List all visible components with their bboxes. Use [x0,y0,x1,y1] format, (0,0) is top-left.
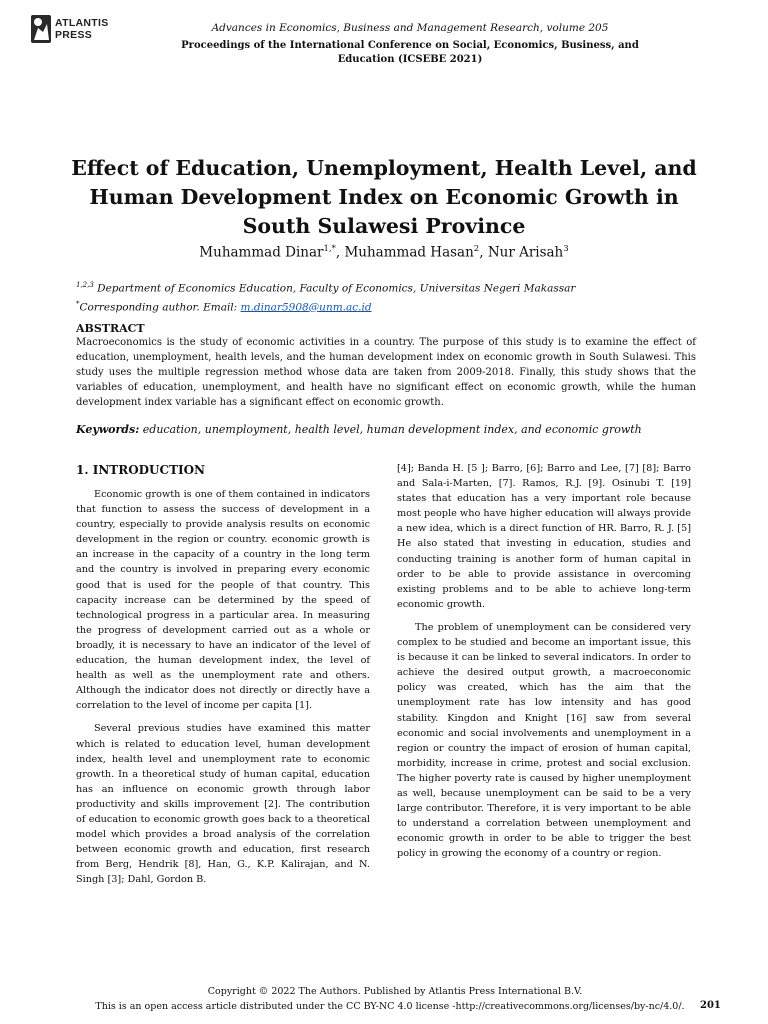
author-2: Muhammad Hasan [344,244,474,261]
corresponding-text: Corresponding author. Email: [79,301,241,313]
affiliation-block [76,278,696,315]
series-title: Advances in Economics, Business and Management Research, volume 205 [211,22,609,34]
affiliation-line [76,278,696,297]
email-link[interactable]: m.dinar5908@unm.ac.id [240,301,372,313]
atlas-figure-icon [30,14,52,44]
title-line1: Effect of Education, Unemployment, Health Level, and [71,156,697,180]
affiliation-sup: 1,2,3 [76,281,94,289]
paragraph: [4]; Banda H. [5 ]; Barro, [6]; Barro and Lee, [7] [8]; Barro and Sala-i-Marten, [7]. Ramos, R.J. [9]. Osinubi T. [19] states that education has a very important role because most people who have higher education will always provide a new idea, which is a direct function of HR. Barro, R. J. [5] He also stated that investing in education, studies and conducting training is another form of human capital in order to be able to provide assistance in overcoming existing problems and to be able to achieve long-term economic growth. [397,463,691,610]
paragraph: Several previous studies have examined this matter which is related to education level, human development index, health level and unemployment rate to economic growth. In a theoretical study of human capital, education has an influence on economic growth through labor productivity and skills improvement [2]. The contribution of education to economic growth goes back to a theoretical model which provides a broad analysis of the correlation between economic growth and education, first research from Berg, Hendrik [8], Han, G., K.P. Kalirajan, and N. Singh [3]; Dahl, Gordon B. [76,723,370,886]
author-1: Muhammad Dinar [199,244,324,261]
author-2-affil: 2 [473,244,480,254]
logo-text-line2: PRESS [55,29,93,41]
affiliation-text: Department of Economics Education, Faculty of Economics, Universitas Negeri Makassar [93,282,576,295]
keywords-label: Keywords: [76,423,140,436]
author-1-affil: 1,* [323,244,336,254]
author-separator: , [479,244,488,261]
author-separator: , [335,244,345,261]
author-3-affil: 3 [563,244,569,254]
title-line2: Human Development Index on Economic Growth in [89,185,679,209]
corresponding-line [76,297,696,316]
section-heading: 1. INTRODUCTION [76,463,206,477]
page-number: 201 [700,1000,721,1011]
author-list [60,240,708,262]
proceedings-line2: Education (ICSEBE 2021) [337,54,483,65]
paragraph: Economic growth is one of them contained in indicators that function to assess the success of development in a country, especially to provide analysis results on economic development in the region or country. economic growth is an increase in the capacity of a country in the long term and the country is involved in preparing every economic good that is used for the people of that country. This capacity increase can be determined by the speed of technological progress in a particular area. In measuring the progress of development carried out as a whole or broadly, it is necessary to have an indicator of the level of education, the human development index, the level of health as well as the unemployment rate and others. Although the indicator does not directly or directly have a correlation to the level of income per capita [1]. [76,489,370,712]
abstract-heading: ABSTRACT [76,322,145,335]
logo-text-line1: ATLANTIS [55,17,109,29]
paper-title [60,154,708,241]
paragraph: The problem of unemployment can be considered very complex to be studied and become an important issue, this is because it can be linked to several indicators. In order to achieve the desired output growth, a macroeconomic policy was created, which has the aim that the unemployment rate has low intensity and has good stability. Kingdon and Knight [16] saw from several economic and social involvements and unemployment in a region or country the impact of erosion of human capital, morbidity, increase in crime, protest and social exclusion. The higher poverty rate is caused by higher unemployment as well, because unemployment can be said to be a very large contributor. Therefore, it is very important to be able to understand a correlation between unemployment and economic growth in order to be able to trigger the best policy in growing the economy of a country or region. [397,621,691,860]
title-line3: South Sulawesi Province [242,214,526,238]
proceedings-title [150,39,670,67]
keywords-line [76,422,696,437]
corresponding-sup: * [76,299,80,308]
right-column [397,461,691,869]
left-column [76,463,370,895]
author-3: Nur Arisah [487,244,564,261]
copyright-notice: Copyright © 2022 The Authors. Published by Atlantis Press International B.V. [207,986,583,997]
abstract-body: Macroeconomics is the study of economic activities in a country. The purpose of this study is to examine the effect of education, unemployment, health levels, and the human development index on economic growth in South Sulawesi. This study uses the multiple regression method whose data are taken from 2009-2018. Finally, this study shows that the variables of education, unemployment, and health have no significant effect on economic growth, while the human development index variable has a significant effect on economic growth. [76,337,696,408]
proceedings-line1: Proceedings of the International Conference on Social, Economics, Business, and [181,40,639,51]
keywords-text: education, unemployment, health level, human development index, and economic growth [139,423,642,436]
license-notice: This is an open access article distributed under the CC BY-NC 4.0 license -http://creativecommons.org/licenses/by-nc/4.0/. [95,1001,685,1012]
publisher-logo [30,14,120,48]
